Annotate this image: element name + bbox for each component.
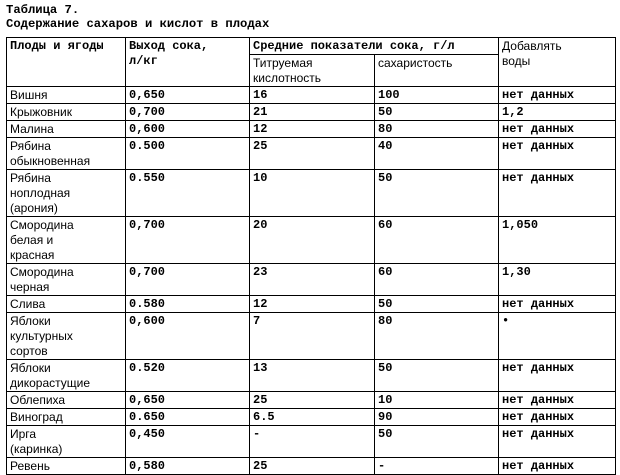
table-row	[7, 458, 616, 475]
cell-juice-yield: 0,700	[126, 264, 250, 296]
cell-add-water: нет данных	[499, 296, 616, 313]
cell-add-water: нет данных	[499, 170, 616, 217]
cell-sugar: 50	[375, 296, 499, 313]
cell-juice-yield: 0.500	[126, 138, 250, 170]
cell-sugar: 80	[375, 313, 499, 360]
cell-fruit: Яблоки культурных сортов	[7, 313, 126, 360]
cell-fruit: Рябина обыкновенная	[7, 138, 126, 170]
cell-fruit: Яблоки дикорастущие	[7, 360, 126, 392]
cell-add-water: нет данных	[499, 138, 616, 170]
header-sugar: сахаристость	[375, 55, 499, 87]
cell-sugar: 50	[375, 104, 499, 121]
table-row	[7, 121, 616, 138]
cell-add-water: нет данных	[499, 426, 616, 458]
cell-sugar: 100	[375, 87, 499, 104]
cell-sugar: 60	[375, 264, 499, 296]
cell-juice-yield: 0,600	[126, 121, 250, 138]
table-caption: Содержание сахаров и кислот в плодах	[6, 17, 270, 31]
cell-add-water: нет данных	[499, 87, 616, 104]
cell-add-water: •	[499, 313, 616, 360]
table-row	[7, 170, 616, 217]
cell-acidity: 25	[250, 458, 375, 475]
cell-fruit: Смородина белая и красная	[7, 217, 126, 264]
cell-fruit: Ревень	[7, 458, 126, 475]
cell-juice-yield: 0,650	[126, 392, 250, 409]
cell-fruit: Рябина ноплодная (арония)	[7, 170, 126, 217]
cell-juice-yield: 0,650	[126, 87, 250, 104]
table-row	[7, 138, 616, 170]
cell-acidity: -	[250, 426, 375, 458]
cell-acidity: 23	[250, 264, 375, 296]
table-row	[7, 217, 616, 264]
cell-fruit: Малина	[7, 121, 126, 138]
cell-acidity: 25	[250, 138, 375, 170]
header-fruit: Плоды и ягоды	[7, 38, 126, 87]
cell-juice-yield: 0,700	[126, 104, 250, 121]
cell-juice-yield: 0,450	[126, 426, 250, 458]
table-row	[7, 296, 616, 313]
cell-juice-yield: 0.650	[126, 409, 250, 426]
cell-acidity: 12	[250, 121, 375, 138]
cell-sugar: 50	[375, 360, 499, 392]
header-add-water: Добавлять воды	[499, 38, 616, 87]
cell-fruit: Ирга (каринка)	[7, 426, 126, 458]
cell-fruit: Смородина черная	[7, 264, 126, 296]
table-number: Таблица 7.	[6, 3, 80, 17]
header-juice-yield: Выход сока, л/кг	[126, 38, 250, 87]
table-row	[7, 360, 616, 392]
cell-juice-yield: 0,700	[126, 217, 250, 264]
cell-sugar: 80	[375, 121, 499, 138]
cell-add-water: нет данных	[499, 121, 616, 138]
cell-acidity: 10	[250, 170, 375, 217]
cell-add-water: 1,2	[499, 104, 616, 121]
cell-sugar: 50	[375, 426, 499, 458]
cell-acidity: 16	[250, 87, 375, 104]
cell-add-water: 1,050	[499, 217, 616, 264]
cell-acidity: 25	[250, 392, 375, 409]
cell-fruit: Вишня	[7, 87, 126, 104]
cell-acidity: 12	[250, 296, 375, 313]
cell-add-water: нет данных	[499, 458, 616, 475]
cell-sugar: 40	[375, 138, 499, 170]
cell-acidity: 13	[250, 360, 375, 392]
cell-juice-yield: 0.520	[126, 360, 250, 392]
cell-sugar: 90	[375, 409, 499, 426]
cell-juice-yield: 0.580	[126, 296, 250, 313]
cell-sugar: -	[375, 458, 499, 475]
cell-add-water: нет данных	[499, 409, 616, 426]
cell-add-water: нет данных	[499, 360, 616, 392]
fruit-juice-table	[6, 37, 616, 475]
cell-acidity: 21	[250, 104, 375, 121]
cell-fruit: Слива	[7, 296, 126, 313]
header-acidity: Титруемая кислотность	[250, 55, 375, 87]
cell-add-water: 1,30	[499, 264, 616, 296]
cell-acidity: 7	[250, 313, 375, 360]
header-average-indicators: Средние показатели сока, г/л	[250, 38, 499, 55]
table-row	[7, 426, 616, 458]
cell-sugar: 50	[375, 170, 499, 217]
cell-sugar: 10	[375, 392, 499, 409]
table-row	[7, 409, 616, 426]
cell-fruit: Облепиха	[7, 392, 126, 409]
cell-acidity: 20	[250, 217, 375, 264]
table-row	[7, 313, 616, 360]
cell-add-water: нет данных	[499, 392, 616, 409]
cell-juice-yield: 0.550	[126, 170, 250, 217]
table-row	[7, 87, 616, 104]
cell-acidity: 6.5	[250, 409, 375, 426]
table-row	[7, 104, 616, 121]
table-row	[7, 392, 616, 409]
cell-fruit: Крыжовник	[7, 104, 126, 121]
cell-juice-yield: 0,600	[126, 313, 250, 360]
cell-juice-yield: 0,580	[126, 458, 250, 475]
table-body	[7, 87, 616, 475]
cell-fruit: Виноград	[7, 409, 126, 426]
cell-sugar: 60	[375, 217, 499, 264]
table-row	[7, 264, 616, 296]
